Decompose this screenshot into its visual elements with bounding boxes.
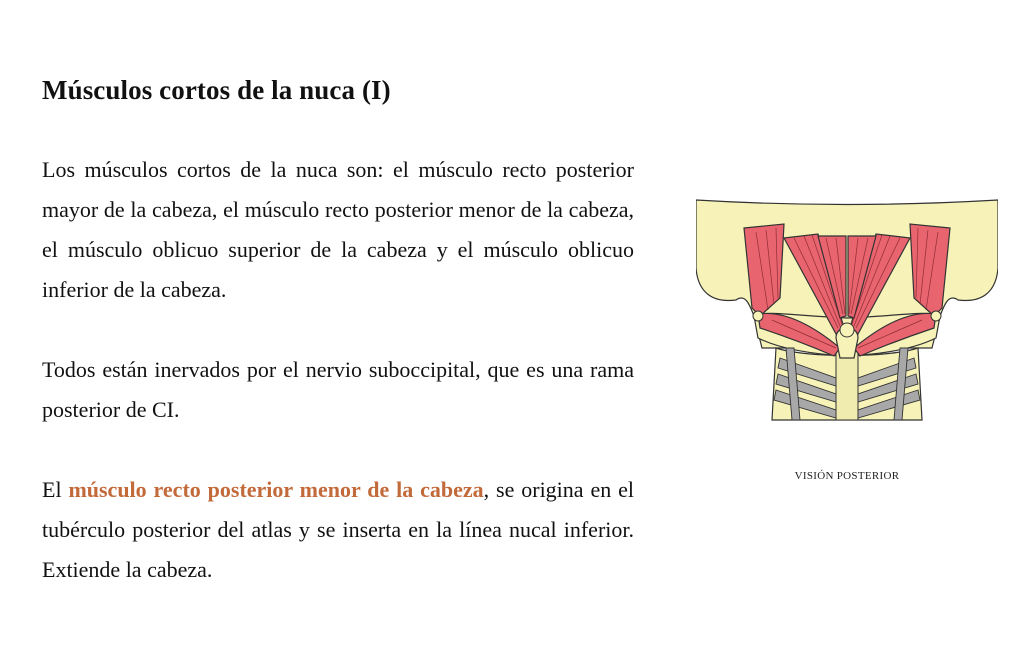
figure-caption: VISIÓN POSTERIOR bbox=[794, 470, 900, 482]
paragraph-innervation: Todos están inervados por el nervio suboccipital, que es una rama posterior de CI. bbox=[42, 357, 634, 422]
posterior-neck-muscles-illustration bbox=[696, 198, 998, 428]
paragraph-rectus-minor-start: El bbox=[42, 477, 69, 502]
paragraph-rectus-minor bbox=[42, 470, 634, 590]
paragraph-rectus-minor-end: , se origina en el tubérculo posterior del atlas y se inserta en la línea nucal inferior. Extiende la cabeza. bbox=[42, 477, 634, 582]
rectus-posterior-minor-link[interactable]: músculo recto posterior menor de la cabeza bbox=[68, 477, 484, 502]
body-text bbox=[42, 150, 634, 590]
page-title: Músculos cortos de la nuca (I) bbox=[42, 75, 391, 105]
paragraph-intro: Los músculos cortos de la nuca son: el músculo recto posterior mayor de la cabeza, el músculo recto posterior menor de la cabeza, el músculo oblicuo superior de la cabeza y el músculo oblicuo inferior de la cabeza. bbox=[42, 157, 634, 302]
